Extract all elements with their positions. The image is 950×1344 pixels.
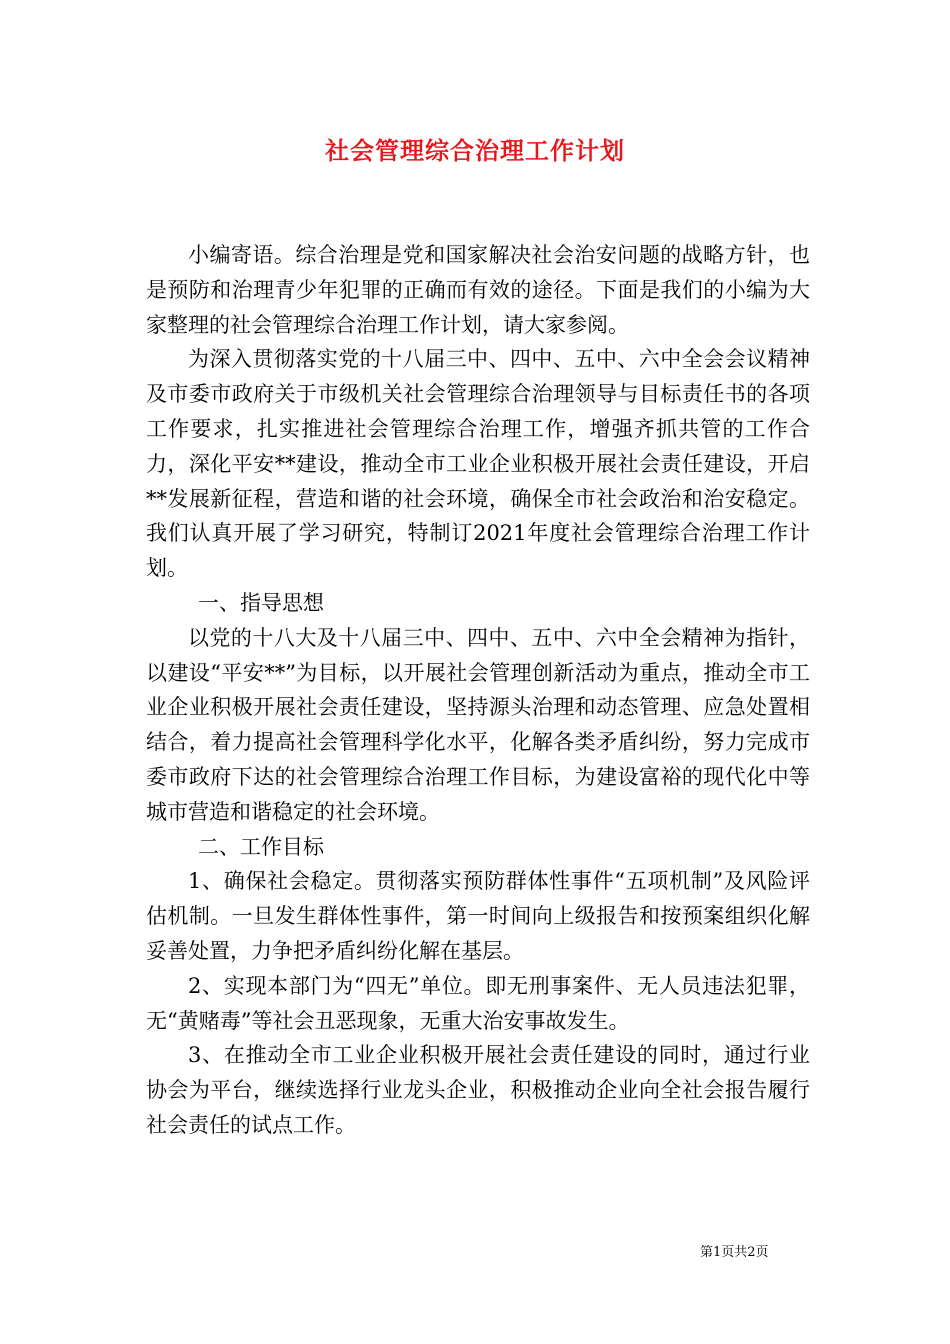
body-paragraph: 为深入贯彻落实党的十八届三中、四中、五中、六中全会会议精神及市委市政府关于市级机关社会管理综合治理领导与目标责任书的各项工作要求，扎实推进社会管理综合治理工作，增强齐抓共管的工作合力，深化平安**建设，推动全市工业企业积极开展社会责任建设，开启**发展新征程，营造和谐的社会环境，确保全市社会政治和治安稳定。我们认真开展了学习研究，特制订2021年度社会管理综合治理工作计划。 [146, 347, 810, 581]
section-heading-work-goals: 二、工作目标 [198, 834, 324, 859]
document-title: 社会管理综合治理工作计划 [325, 136, 625, 165]
page-number-footer: 第1页共2页 [700, 1245, 769, 1260]
intro-paragraph: 小编寄语。综合治理是党和国家解决社会治安问题的战略方针，也是预防和治理青少年犯罪的正确而有效的途径。下面是我们的小编为大家整理的社会管理综合治理工作计划，请大家参阅。 [146, 243, 810, 337]
section-heading-guiding-ideology: 一、指导思想 [198, 590, 324, 615]
goal-item-1: 1、确保社会稳定。贯彻落实预防群体性事件“五项机制”及风险评估机制。一旦发生群体性事件，第一时间向上级报告和按预案组织化解妥善处置，力争把矛盾纠纷化解在基层。 [146, 869, 810, 963]
body-paragraph: 以党的十八大及十八届三中、四中、五中、六中全会精神为指针，以建设“平安**”为目标，以开展社会管理创新活动为重点，推动全市工业企业积极开展社会责任建设，坚持源头治理和动态管理、应急处置相结合，着力提高社会管理科学化水平，化解各类矛盾纠纷，努力完成市委市政府下达的社会管理综合治理工作目标，为建设富裕的现代化中等城市营造和谐稳定的社会环境。 [146, 625, 810, 824]
goal-item-2: 2、实现本部门为“四无”单位。即无刑事案件、无人员违法犯罪，无“黄赌毒”等社会丑恶现象，无重大治安事故发生。 [146, 973, 810, 1033]
goal-item-3: 3、在推动全市工业企业积极开展社会责任建设的同时，通过行业协会为平台，继续选择行业龙头企业，积极推动企业向全社会报告履行社会责任的试点工作。 [146, 1043, 810, 1137]
document-body [146, 238, 810, 1143]
